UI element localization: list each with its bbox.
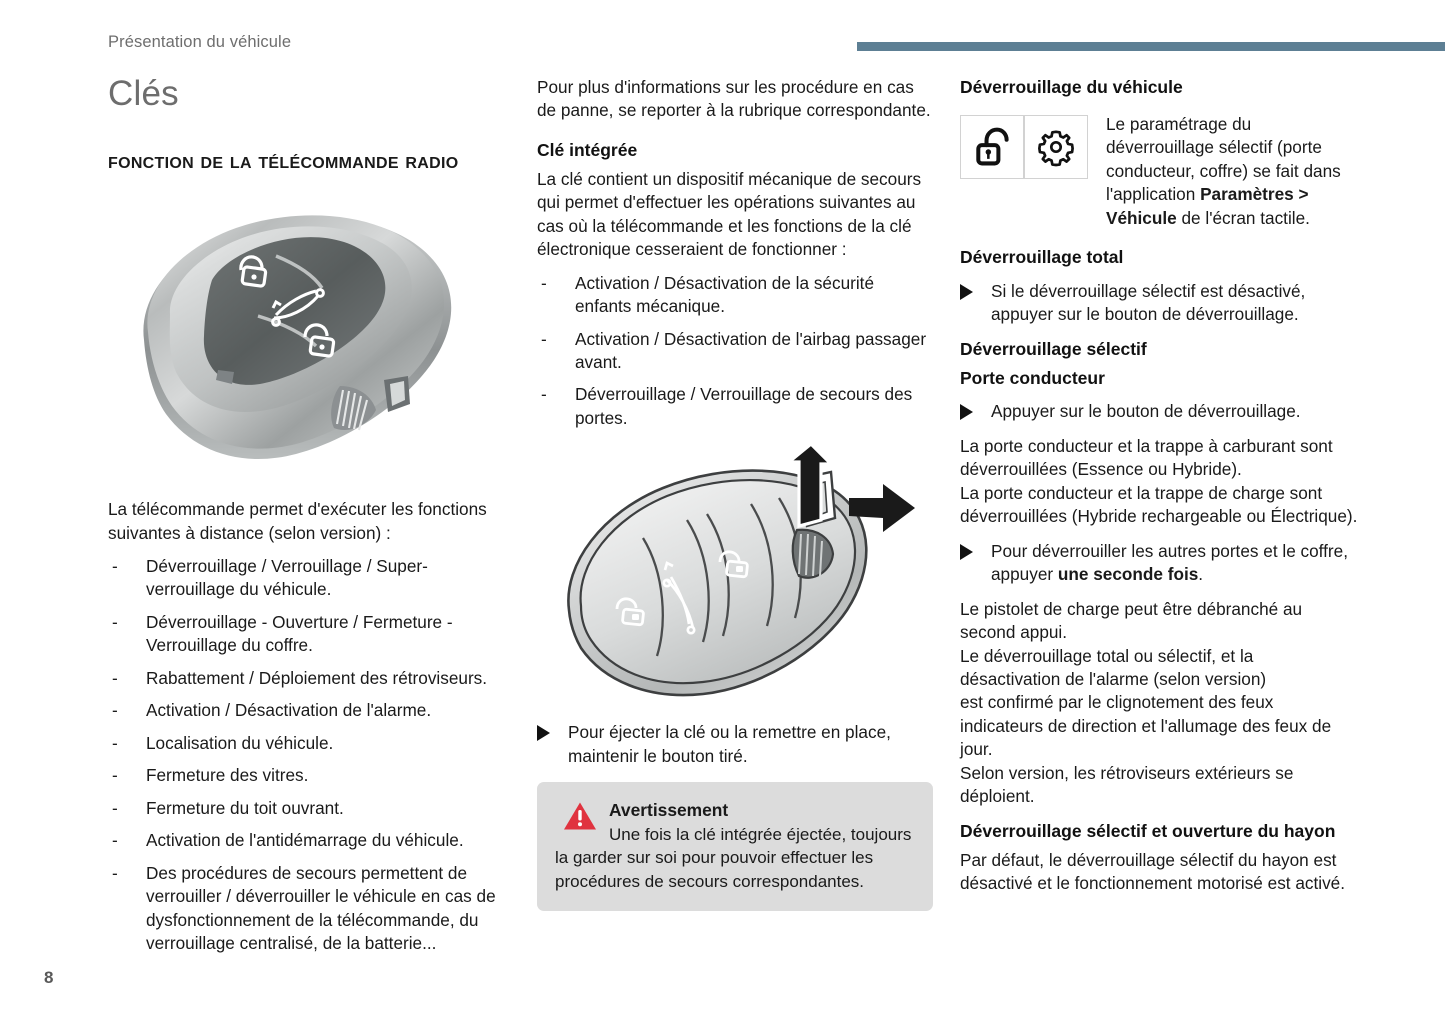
paragraph-mirrors: Selon version, les rétroviseurs extérieurs se déploient.: [960, 762, 1294, 807]
integrated-key-list: [537, 272, 933, 431]
action-text: Si le déverrouillage sélectif est désactivé, appuyer sur le bouton de déverrouillage.: [991, 280, 1306, 325]
paragraph-charge-gun: Le pistolet de charge peut être débranché au second appui.: [960, 598, 1303, 643]
list-item: - Des procédures de secours permettent de verrouiller / déverrouiller le véhicule en cas de dysfonctionnement de la télécommande, du verrouillage centralisé, de la batterie...: [108, 862, 508, 956]
action-text: [991, 541, 1348, 584]
warning-title: Avertissement: [609, 800, 729, 821]
subheading-deverrouillage-vehicule: Déverrouillage du véhicule: [960, 77, 1183, 97]
key-eject-diagram: [531, 442, 921, 710]
warning-box: [537, 782, 933, 911]
subheading-hayon: Déverrouillage sélectif et ouverture du hayon: [960, 820, 1336, 841]
paragraph-indicator-lights: est confirmé par le clignotement des feux indicateurs de direction et l'allumage des feux de jour.: [960, 692, 1332, 760]
list-item: - Activation / Désactivation de l'alarme.: [108, 699, 508, 722]
action-eject-key: [537, 721, 933, 768]
action-second-press: [960, 540, 1358, 587]
unlock-settings-text: [1106, 113, 1358, 230]
paragraph-hayon-default: Par défaut, le déverrouillage sélectif du hayon est désactivé et le fonctionnement motorisé est activé.: [960, 849, 1346, 893]
list-item: - Activation / Désactivation de la sécurité enfants mécanique.: [537, 272, 933, 319]
list-item: - Rabattement / Déploiement des rétroviseurs.: [108, 667, 508, 690]
action-text: Appuyer sur le bouton de déverrouillage.: [991, 401, 1301, 422]
list-item: - Déverrouillage / Verrouillage / Super-verrouillage du véhicule.: [108, 555, 508, 602]
running-head: Présentation du véhicule: [108, 33, 292, 51]
warning-text: Une fois la clé intégrée éjectée, toujours la garder sur soi pour pouvoir effectuer les procédures de secours correspondantes.: [555, 824, 912, 891]
section-heading-remote-function: fonction de la télécommande radio: [108, 148, 459, 173]
remote-function-list: [108, 555, 508, 956]
key-eject-illustration: [531, 442, 921, 710]
triangle-bullet-icon: [960, 544, 973, 560]
warning-triangle-icon: [563, 801, 597, 831]
page-number: 8: [44, 968, 54, 987]
action-press-unlock: [960, 400, 1358, 423]
breakdown-info-paragraph: Pour plus d'informations sur les procédure en cas de panne, se reporter à la rubrique correspondante.: [537, 77, 931, 121]
list-item: - Activation de l'antidémarrage du véhicule.: [108, 829, 508, 852]
subheading-deverrouillage-total: Déverrouillage total: [960, 247, 1124, 268]
triangle-bullet-icon: [960, 404, 973, 420]
text-bold: une seconde fois: [1057, 564, 1199, 585]
text-before: Le paramétrage du déverrouillage sélectif (porte conducteur, coffre) se fait dans l'application: [1106, 113, 1341, 205]
list-item: - Déverrouillage - Ouverture / Fermeture - Verrouillage du coffre.: [108, 611, 508, 658]
subheading-cle-integree: Clé intégrée: [537, 139, 638, 160]
paragraph-alarm-deactivation: Le déverrouillage total ou sélectif, et la désactivation de l'alarme (selon version): [960, 645, 1267, 689]
page-title: Clés: [108, 74, 179, 113]
list-item: - Déverrouillage / Verrouillage de secours des portes.: [537, 383, 933, 430]
column-middle: [537, 76, 933, 911]
header-rule: [857, 42, 1445, 51]
text-before: Pour déverrouiller les autres portes et le coffre, appuyer: [991, 540, 1348, 585]
column-right: [960, 76, 1358, 905]
list-item: - Activation / Désactivation de l'airbag passager avant.: [537, 328, 933, 375]
key-fob-illustration: [108, 190, 494, 486]
subheading-deverrouillage-selectif: Déverrouillage sélectif: [960, 338, 1147, 359]
unlock-padlock-glyph: [971, 126, 1013, 168]
remote-intro-paragraph: La télécommande permet d'exécuter les fonctions suivantes à distance (selon version) :: [108, 499, 487, 543]
icon-pair: [960, 115, 1088, 179]
unlock-padlock-icon: [960, 115, 1024, 179]
triangle-bullet-icon: [960, 284, 973, 300]
paragraph-fuel-flap: La porte conducteur et la trappe à carburant sont déverrouillées (Essence ou Hybride).: [960, 435, 1333, 480]
gear-icon: [1024, 115, 1088, 179]
text-after: de l'écran tactile.: [1176, 207, 1310, 228]
text-bold: Paramètres > Véhicule: [1106, 184, 1309, 228]
key-fob-photo: [108, 190, 494, 486]
action-unlock-total: [960, 280, 1358, 327]
list-item: - Fermeture des vitres.: [108, 764, 508, 787]
triangle-bullet-icon: [537, 725, 550, 741]
action-text: Pour éjecter la clé ou la remettre en place, maintenir le bouton tiré.: [568, 722, 891, 766]
integrated-key-paragraph: La clé contient un dispositif mécanique de secours qui permet d'effectuer les opérations suivantes au cas où la télécommande et les fonctions de la clé électronique cesseraient de fonctionner :: [537, 168, 922, 260]
paragraph-charge-flap: La porte conducteur et la trappe de charge sont déverrouillées (Hybride rechargeable ou Électrique).: [960, 482, 1358, 527]
subheading-porte-conducteur: Porte conducteur: [960, 367, 1105, 388]
list-item: - Fermeture du toit ouvrant.: [108, 797, 508, 820]
list-item: - Localisation du véhicule.: [108, 732, 508, 755]
text-after: .: [1198, 564, 1204, 585]
gear-glyph: [1036, 127, 1076, 167]
column-left: [108, 76, 508, 965]
unlock-settings-row: [960, 113, 1358, 230]
